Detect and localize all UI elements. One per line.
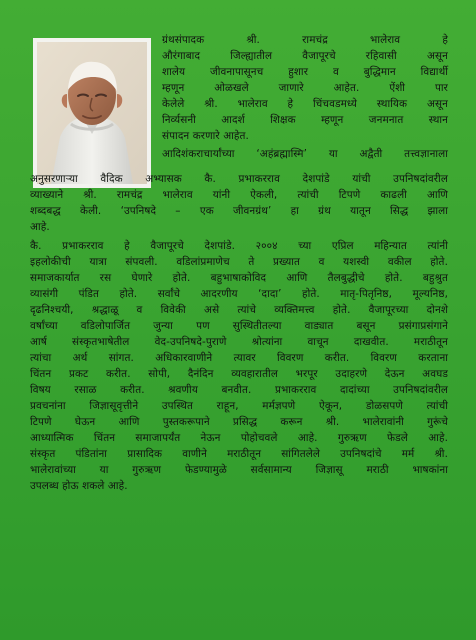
- text-line: चिंतन प्रकट करीत. सोपी, दैनंदिन व्यवहारातील भरपूर उदाहरणे देऊन अवघड: [30, 368, 448, 380]
- text-line: आदिशंकराचार्यांच्या ‘अहंब्रह्मास्मि’ या अद्वैती तत्त्वज्ञानाला: [162, 148, 448, 160]
- text-line: आर्ष संस्कृतभाषेतील वेद-उपनिषदे-पुराणे श्रोत्यांना वाचून दाखवीत. मराठीतून: [30, 336, 448, 348]
- text-line: भालेरावांच्या या गुरुऋण फेडण्यामुळे सर्वसामान्य जिज्ञासू मराठी भाषकांना: [30, 464, 448, 476]
- text-line: आध्यात्मिक चिंतन समाजापर्यंत नेऊन पोहोचवले आहे. गुरुऋण फेडले आहे.: [30, 432, 448, 444]
- text-line: ग्रंथसंपादक श्री. रामचंद्र भालेराव हे: [162, 34, 448, 46]
- text-line: प्रवचनांना जिज्ञासूवृत्तीने उपस्थित राहून, मर्मज्ञपणे ऐकून, डोळसपणे त्यांची: [30, 400, 448, 412]
- text-line: व्याख्याने श्री. रामचंद्र भालेराव यांनी ऐकली, त्यांची टिपणे काढली आणि: [30, 189, 448, 201]
- text-line: त्यांचा अर्थ सांगत. अधिकारवाणीने त्यावर विवरण करीत. विवरण करताना: [30, 352, 448, 364]
- text-line: शब्दबद्ध केली. ‘उपनिषदे – एक जीवनग्रंथ’ हा ग्रंथ यातून सिद्ध झाला: [30, 205, 448, 217]
- text-line: निर्व्यसनी आदर्श शिक्षक म्हणून जनमनात स्थान: [162, 114, 448, 126]
- text-line: दृढनिश्चयी, श्रद्धाळू व विवेकी असे त्यांचे व्यक्तिमत्त्व होते. वैजापूरच्या दोनशे: [30, 304, 448, 316]
- text-line: टिपणे घेऊन आणि पुस्तकरूपाने प्रसिद्ध करून श्री. भालेरावांनी गुरूंचे: [30, 416, 448, 428]
- text-line: अनुसरणाऱ्या वैदिक अभ्यासक कै. प्रभाकरराव देशपांडे यांची उपनिषदांवरील: [30, 173, 448, 185]
- text-line: औरंगाबाद जिल्ह्यातील वैजापूरचे रहिवासी असून: [162, 50, 448, 62]
- text-line: संपादन करणारे आहेत.: [162, 130, 249, 142]
- portrait-image: [37, 42, 147, 184]
- text-line: समाजकार्यात रस घेणारे होते. बहुभाषाकोविद आणि तैलबुद्धीचे होते. बहुश्रुत: [30, 272, 448, 284]
- text-line: इहलोकीची यात्रा संपवली. वडिलांप्रमाणेच ते प्रख्यात व यशस्वी वकील होते.: [30, 256, 448, 268]
- text-line: संस्कृत पंडितांना प्रासादिक वाणीने मराठीतून सांगितलेले उपनिषदांचे मर्म श्री.: [30, 448, 448, 460]
- author-photo: [33, 38, 151, 188]
- text-line: कै. प्रभाकरराव हे वैजापूरचे देशपांडे. २००४ च्या एप्रिल महिन्यात त्यांनी: [30, 240, 448, 252]
- text-line: केलेले श्री. भालेराव हे चिंचवडमध्ये स्थायिक असून: [162, 98, 448, 110]
- text-line: उपलब्ध होऊ शकले आहे.: [30, 480, 128, 492]
- text-line: वर्षांच्या वडिलोपार्जित जुन्या पण सुस्थितीतल्या वाड्यात बसून प्रसंगाप्रसंगाने: [30, 320, 448, 332]
- text-line: विषय रसाळ करीत. श्रवणीय बनवीत. प्रभाकरराव दादांच्या उपनिषदांवरील: [30, 384, 448, 396]
- text-line: म्हणून ओळखले जाणारे आहेत. ऐंशी पार: [162, 82, 448, 94]
- text-line: व्यासंगी पंडित होते. सर्वांचे आदरणीय ‘दादा’ होते. मातृ-पितृनिष्ठ, मूल्यनिष्ठ,: [30, 288, 448, 300]
- text-line: आहे.: [30, 221, 50, 233]
- text-line: शालेय जीवनापासूनच हुशार व बुद्धिमान विद्यार्थी: [162, 66, 448, 78]
